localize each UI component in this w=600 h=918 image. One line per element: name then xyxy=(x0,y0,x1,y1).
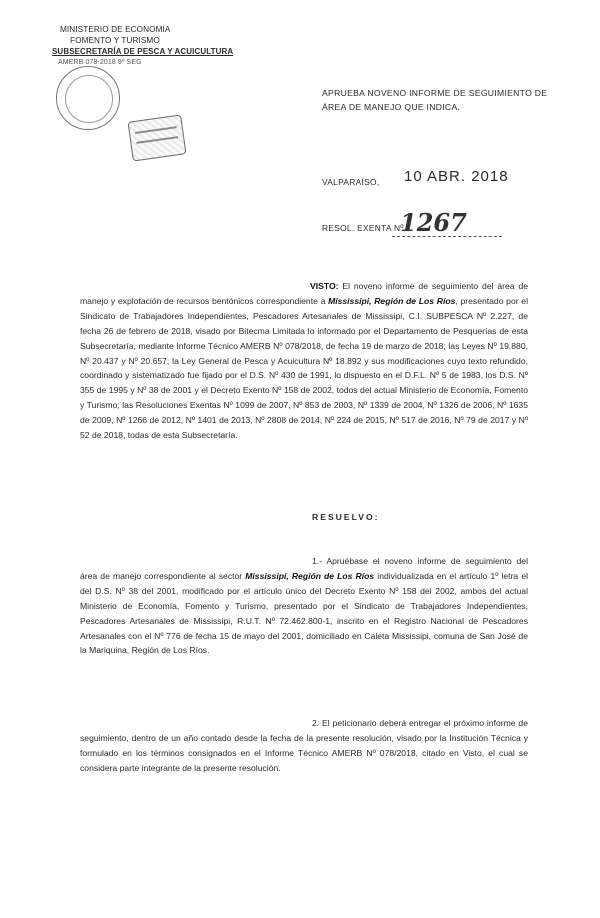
place-date xyxy=(322,168,562,192)
resolution-point-1 xyxy=(80,554,528,658)
stamp-mark xyxy=(136,136,178,144)
point1-sector: Mississipi, Región de Los Ríos xyxy=(245,570,375,581)
visto-sector: Mississipi, Región de Los Ríos xyxy=(328,295,456,306)
stamp-mark xyxy=(135,126,177,134)
point2-text: 2. El peticionario deberá entregar el próximo informe de seguimiento, dentro de un año contado desde la fecha de la presente resolución, visado por la Institución Técnica y formulado en los términos consignados en el Informe Técnico AMERB Nº 078/2018, citado en Visto, el cual se considera parte integrante de la presente resolución. xyxy=(80,718,528,773)
ministry-seal-icon xyxy=(56,66,120,130)
division-stamp-icon xyxy=(127,114,186,161)
ministry-line-1: MINISTERIO DE ECONOMIA xyxy=(60,25,171,34)
resolution-label: RESOL. EXENTA Nº xyxy=(322,223,404,233)
seal-inner-ring xyxy=(65,75,113,123)
point1-text-a: 1.- Apruébase el noveno informe de seguimiento del área de manejo correspondiente al sector xyxy=(80,556,528,581)
resolution-number-block xyxy=(322,208,562,238)
visto-text-b: , presentado por el Sindicato de Trabajadores Independientes, Pescadores Artesanales de Mississipi, C.I. SUBPESCA Nº 2.227, de fecha 26 de febrero de 2018, visado por Bitecma Limitada lo informado por el Departamento de Pesquerías de esta Subsecretaría, mediante Informe Técnico AMERB Nº 078/2018, de fecha 19 de marzo de 2018; las Leyes Nº 19.880, Nº 20.437 y Nº 20.657; la Ley General de Pesca y Acuicultura Nº 18.892 y sus modificaciones cuyo texto refundido, coordinado y sistematizado fue fijado por el D.S. Nº 430 de 1991, lo dispuesto en el D.F.L. Nº 5 de 1983, los D.S. Nº 355 de 1995 y Nº 38 de 2001 y el Decreto Exento Nº 158 de 2002, todos del actual Ministerio de Economía, Fomento y Turismo; las Resoluciones Exentas Nº 1099 de 2007, Nº 853 de 2003, Nº 1339 de 2004, Nº 1326 de 2006, Nº 1635 de 2009, Nº 1266 de 2012, Nº 1401 de 2013, Nº 2808 de 2014, Nº 224 de 2015, Nº 517 de 2016, Nº 79 de 2017 y Nº 52 de 2018, todas de esta Subsecretaría. xyxy=(80,295,528,441)
date-stamp: 10 ABR. 2018 xyxy=(404,168,509,185)
ministry-line-2: FOMENTO Y TURISMO xyxy=(70,36,160,45)
visto-paragraph xyxy=(80,279,528,443)
document-subject: APRUEBA NOVENO INFORME DE SEGUIMIENTO DE ÁREA DE MANEJO QUE INDICA. xyxy=(322,88,548,112)
place-label: VALPARAÍSO, xyxy=(322,177,380,187)
letterhead xyxy=(52,24,252,68)
visto-text-a: El noveno informe de seguimiento del área de manejo y explotación de recursos bentónicos correspondiente a xyxy=(80,281,528,306)
visto-label: VISTO: xyxy=(310,281,339,291)
reference-code: AMERB 078-2018 9º SEG xyxy=(58,59,142,66)
resolution-underline xyxy=(392,236,502,237)
resolution-number: 1267 xyxy=(400,208,467,237)
resolution-point-2 xyxy=(80,716,528,776)
subsecretaria-line: SUBSECRETARÍA DE PESCA Y ACUICULTURA xyxy=(52,47,234,56)
point1-text-b: individualizada en el artículo 1º letra el del D.S. Nº 38 del 2001, modificado por el artículo único del Decreto Exento Nº 158 del 2002, ambos del actual Ministerio de Economía, Fomento y Turismo, presentado por el Sindicato de Trabajadores Independientes, Pescadores Artesanales de Mississipi, R.U.T. Nº 72.462.800-1, inscrito en el Registro Nacional de Pescadores Artesanales con el Nº 776 de fecha 15 de mayo del 2001, domiciliado en Caleta Mississipi, comuna de San José de la Mariquina, Región de Los Ríos. xyxy=(80,570,529,656)
resuelvo-heading: RESUELVO: xyxy=(312,512,380,522)
